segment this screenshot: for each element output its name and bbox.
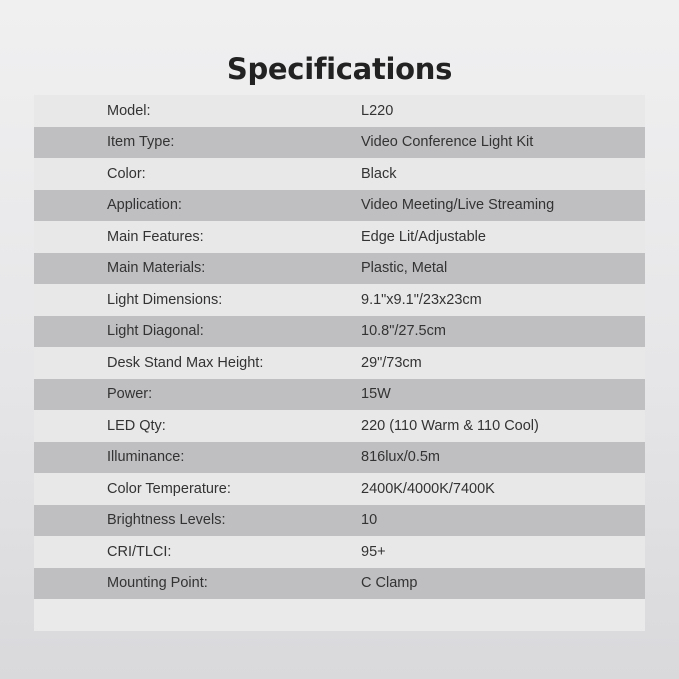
spec-value: Black bbox=[361, 165, 397, 182]
spec-value: Video Meeting/Live Streaming bbox=[361, 197, 555, 214]
spec-value: 29"/73cm bbox=[361, 354, 422, 371]
spec-row-power bbox=[34, 379, 645, 411]
spec-value: Plastic, Metal bbox=[361, 260, 448, 277]
spec-row-application bbox=[34, 190, 645, 222]
spec-label: Power: bbox=[107, 386, 153, 403]
spec-label: Item Type: bbox=[107, 134, 175, 151]
spec-label: Light Dimensions: bbox=[107, 291, 223, 308]
spec-label: Brightness Levels: bbox=[107, 512, 226, 529]
spec-label: Main Features: bbox=[107, 228, 204, 245]
spec-value: 816lux/0.5m bbox=[361, 449, 440, 466]
spec-table bbox=[34, 95, 645, 631]
spec-row-model bbox=[34, 95, 645, 127]
spec-row-cri-tlci bbox=[34, 536, 645, 568]
spec-value: 10 bbox=[361, 512, 378, 529]
spec-value: 15W bbox=[361, 386, 391, 403]
spec-row-light-dimensions bbox=[34, 284, 645, 316]
spec-value: 95+ bbox=[361, 543, 386, 560]
spec-row-mounting-point bbox=[34, 568, 645, 600]
spec-label: Desk Stand Max Height: bbox=[107, 354, 264, 371]
spec-value: L220 bbox=[361, 102, 394, 119]
spec-row-led-qty bbox=[34, 410, 645, 442]
spec-label: Light Diagonal: bbox=[107, 323, 204, 340]
page-title: Specifications bbox=[226, 52, 453, 86]
spec-row-color bbox=[34, 158, 645, 190]
spec-label: Illuminance: bbox=[107, 449, 185, 466]
spec-row-item-type bbox=[34, 127, 645, 159]
spec-label: LED Qty: bbox=[107, 417, 166, 434]
spec-row-illuminance bbox=[34, 442, 645, 474]
spec-value: 9.1"x9.1"/23x23cm bbox=[361, 291, 482, 308]
spec-value: 220 (110 Warm & 110 Cool) bbox=[361, 417, 539, 434]
spec-value: Video Conference Light Kit bbox=[361, 134, 534, 151]
spec-row-desk-stand-max-height bbox=[34, 347, 645, 379]
spec-label: Color Temperature: bbox=[107, 480, 231, 497]
spec-label: Color: bbox=[107, 165, 146, 182]
spec-label: Mounting Point: bbox=[107, 575, 208, 592]
spec-row-light-diagonal bbox=[34, 316, 645, 348]
spec-value: C Clamp bbox=[361, 575, 418, 592]
spec-label: Application: bbox=[107, 197, 182, 214]
spec-value: Edge Lit/Adjustable bbox=[361, 228, 486, 245]
spec-row-brightness-levels bbox=[34, 505, 645, 537]
spec-label: Main Materials: bbox=[107, 260, 206, 277]
spec-value: 2400K/4000K/7400K bbox=[361, 480, 495, 497]
spec-row-main-materials bbox=[34, 253, 645, 285]
spec-label: Model: bbox=[107, 102, 151, 119]
spec-label: CRI/TLCI: bbox=[107, 543, 172, 560]
spec-value: 10.8"/27.5cm bbox=[361, 323, 446, 340]
spec-row-color-temperature bbox=[34, 473, 645, 505]
spec-row-main-features bbox=[34, 221, 645, 253]
